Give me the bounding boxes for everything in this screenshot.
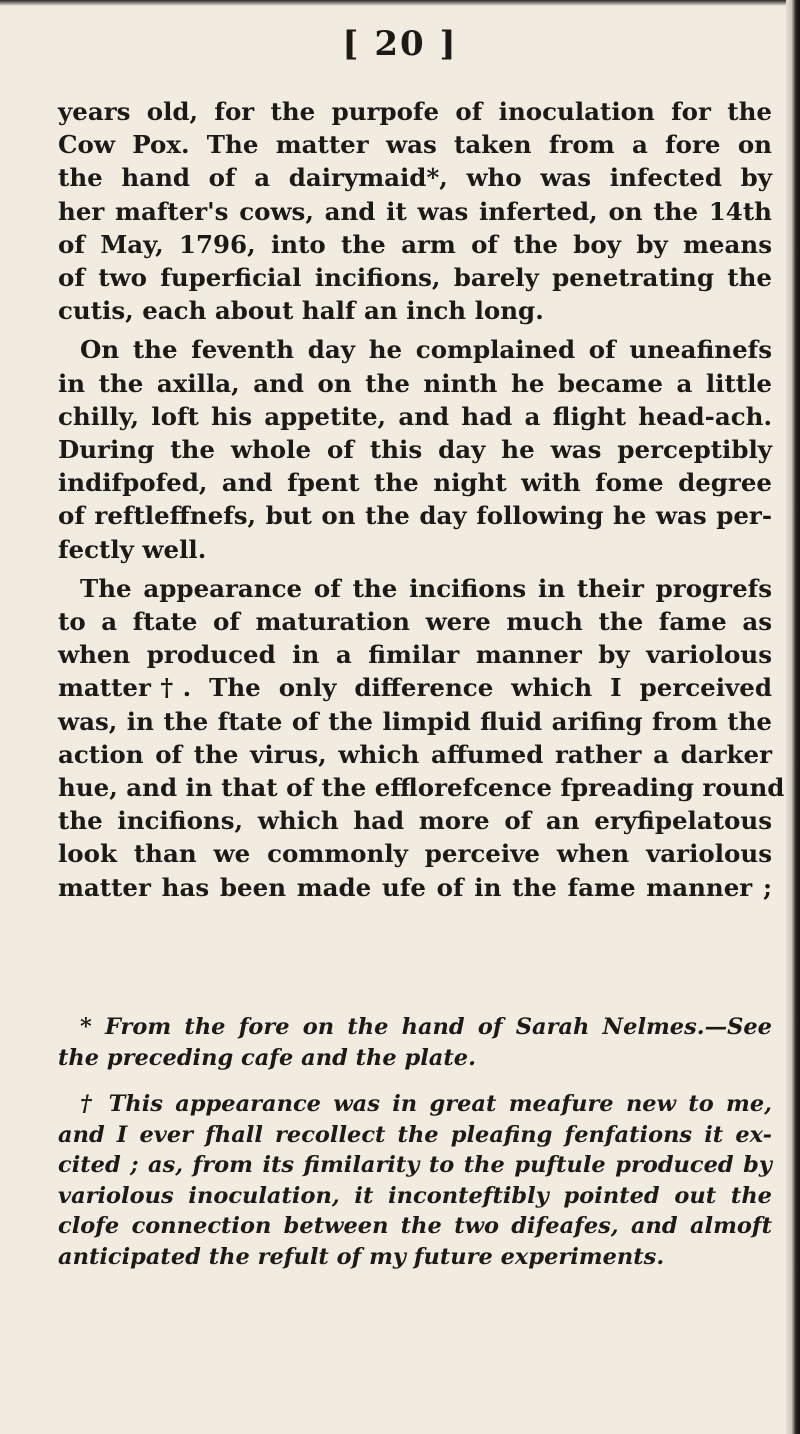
text-line: the incifions, which had more of an eryfipelatous <box>58 806 772 836</box>
footnote-line: the preceding cafe and the plate. <box>58 1044 476 1071</box>
text-line: hue, and in that of the efflorefcence fpreading round <box>58 773 785 803</box>
text-line: matter†. The only difference which I perceived <box>58 673 772 703</box>
text-line: was, in the ftate of the limpid fluid arifing from the <box>58 706 772 736</box>
footnote-line: * From the fore on the hand of Sarah Nelmes.—See <box>80 1014 772 1040</box>
paragraph-2 <box>58 333 772 565</box>
footnote-2 <box>58 1089 772 1272</box>
text-line: look than we commonly perceive when variolous <box>58 839 772 869</box>
text-line: Cow Pox. The matter was taken from a fore on <box>58 130 772 160</box>
paragraph-3 <box>58 572 785 904</box>
footnotes <box>58 1012 772 1272</box>
text-line: years old, for the purpofe of inoculation for the <box>58 97 772 126</box>
footnote-line: and I ever fhall recollect the pleafing fenfations it ex- <box>58 1121 772 1148</box>
footnote-line: anticipated the refult of my future experiments. <box>58 1243 665 1270</box>
text-line: On the feventh day he complained of uneafinefs <box>80 335 772 365</box>
text-line: in the axilla, and on the ninth he became a little <box>58 368 772 398</box>
text-line: when produced in a fimilar manner by variolous <box>58 640 772 670</box>
footnote-line: variolous inoculation, it inconteftibly pointed out the <box>58 1182 772 1209</box>
page-top-edge <box>0 0 800 6</box>
text-line: During the whole of this day he was perceptibly <box>58 435 772 465</box>
paragraph-1 <box>58 95 772 327</box>
page-binding-edge <box>786 0 800 1434</box>
text-line: indifpofed, and fpent the night with fome degree <box>58 468 772 498</box>
footnote-line: cited ; as, from its fimilarity to the puftule produced by <box>58 1152 772 1178</box>
text-line: the hand of a dairymaid*, who was infected by <box>58 163 772 193</box>
text-line: The appearance of the incifions in their progrefs <box>80 573 772 603</box>
text-line: chilly, loft his appetite, and had a flight head-ach. <box>58 401 772 431</box>
text-line: of reftleffnefs, but on the day following he was per- <box>58 501 772 531</box>
text-line: fectly well. <box>58 534 207 564</box>
text-line: to a ftate of maturation were much the fame as <box>58 607 772 637</box>
text-line: of two fuperficial incifions, barely penetrating the <box>58 263 772 293</box>
footnote-1 <box>58 1012 772 1073</box>
text-line: matter has been made ufe of in the fame manner ; <box>58 872 772 902</box>
text-line: her mafter's cows, and it was inferted, on the 14th <box>58 196 772 226</box>
footnote-line: clofe connection between the two difeafes, and almoft <box>58 1213 772 1239</box>
text-line: of May, 1796, into the arm of the boy by means <box>58 229 772 259</box>
page-number: [ 20 ] <box>342 24 458 64</box>
body-text <box>58 95 785 904</box>
text-line: cutis, each about half an inch long. <box>58 296 544 326</box>
footnote-line: † This appearance was in great meafure new to me, <box>80 1091 772 1117</box>
text-line: action of the virus, which affumed rather a darker <box>58 739 772 769</box>
